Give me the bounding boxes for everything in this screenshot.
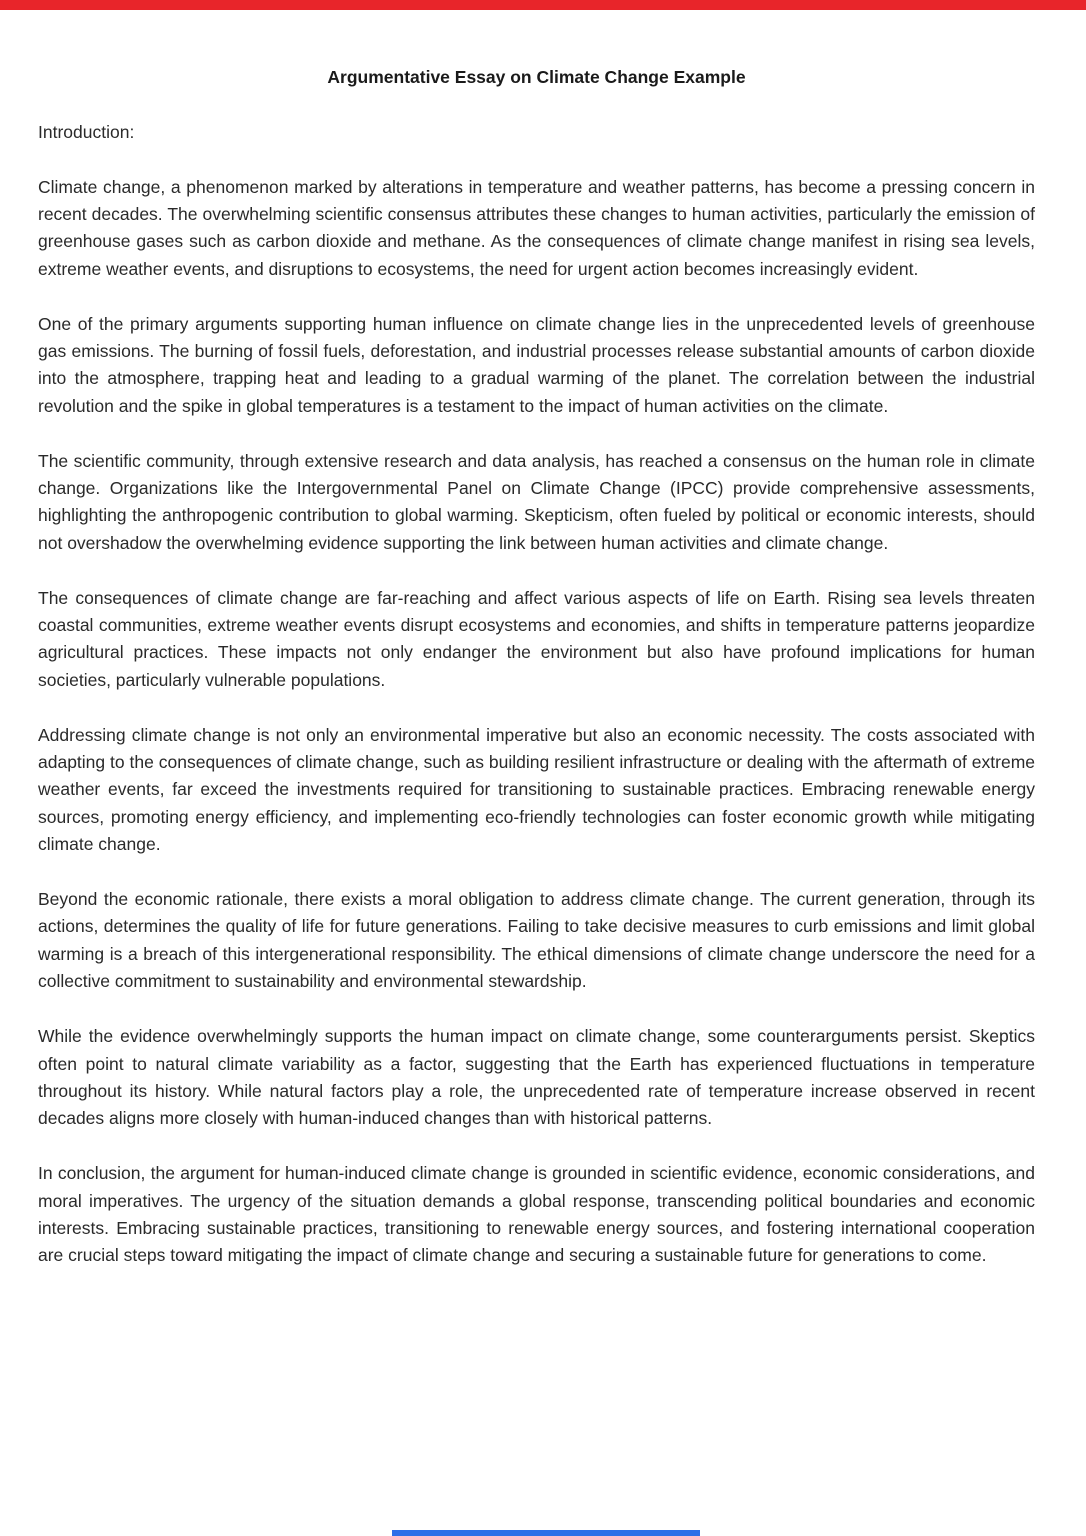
essay-paragraph: Beyond the economic rationale, there exists a moral obligation to address climate change. The current generation, through its actions, determines the quality of life for future generations. Failing to take decisive measures to curb emissions and limit global warming is a breach of this intergenerational responsibility. The ethical dimensions of climate change underscore the need for a collective commitment to sustainability and environmental stewardship. bbox=[38, 889, 1035, 992]
essay-paragraph: In conclusion, the argument for human-induced climate change is grounded in scientific evidence, economic considerations, and moral imperatives. The urgency of the situation demands a global response, transcending political boundaries and economic interests. Embracing sustainable practices, transitioning to renewable energy sources, and fostering international cooperation are crucial steps toward mitigating the impact of climate change and securing a sustainable future for generations to come. bbox=[38, 1163, 1035, 1266]
top-edge-bar bbox=[0, 0, 1086, 10]
bottom-edge-bar bbox=[392, 1530, 700, 1536]
essay-paragraph: Climate change, a phenomenon marked by alterations in temperature and weather patterns, has become a pressing concern in recent decades. The overwhelming scientific consensus attributes these changes to human activities, particularly the emission of greenhouse gases such as carbon dioxide and methane. As the consequences of climate change manifest in rising sea levels, extreme weather events, and disruptions to ecosystems, the need for urgent action becomes increasingly evident. bbox=[38, 176, 1035, 279]
essay-paragraph: The scientific community, through extensive research and data analysis, has reached a consensus on the human role in climate change. Organizations like the Intergovernmental Panel on Climate Change (IPCC) provide comprehensive assessments, highlighting the anthropogenic contribution to global warming. Skepticism, often fueled by political or economic interests, should not overshadow the overwhelming evidence supporting the link between human activities and climate change. bbox=[38, 450, 1035, 553]
essay-paragraph: The consequences of climate change are far-reaching and affect various aspects of life on Earth. Rising sea levels threaten coastal communities, extreme weather events disrupt ecosystems and economies, and shifts in temperature patterns jeopardize agricultural practices. These impacts not only endanger the environment but also have profound implications for human societies, particularly vulnerable populations. bbox=[38, 587, 1035, 690]
essay-paragraph: Addressing climate change is not only an environmental imperative but also an economic necessity. The costs associated with adapting to the consequences of climate change, such as building resilient infrastructure or dealing with the aftermath of extreme weather events, far exceed the investments required for transitioning to sustainable practices. Embracing renewable energy sources, promoting energy efficiency, and implementing eco-friendly technologies can foster economic growth while mitigating climate change. bbox=[38, 724, 1035, 855]
page-title: Argumentative Essay on Climate Change Example bbox=[327, 67, 746, 87]
essay-paragraph: One of the primary arguments supporting human influence on climate change lies in the unprecedented levels of greenhouse gas emissions. The burning of fossil fuels, deforestation, and industrial processes release substantial amounts of carbon dioxide into the atmosphere, trapping heat and leading to a gradual warming of the planet. The correlation between the industrial revolution and the spike in global temperatures is a testament to the impact of human activities on the climate. bbox=[38, 313, 1035, 416]
section-label-introduction: Introduction: bbox=[38, 121, 135, 142]
essay-paragraph: While the evidence overwhelmingly supports the human impact on climate change, some counterarguments persist. Skeptics often point to natural climate variability as a factor, suggesting that the Earth has experienced fluctuations in temperature throughout its history. While natural factors play a role, the unprecedented rate of temperature increase observed in recent decades aligns more closely with human-induced changes than with historical patterns. bbox=[38, 1026, 1035, 1129]
